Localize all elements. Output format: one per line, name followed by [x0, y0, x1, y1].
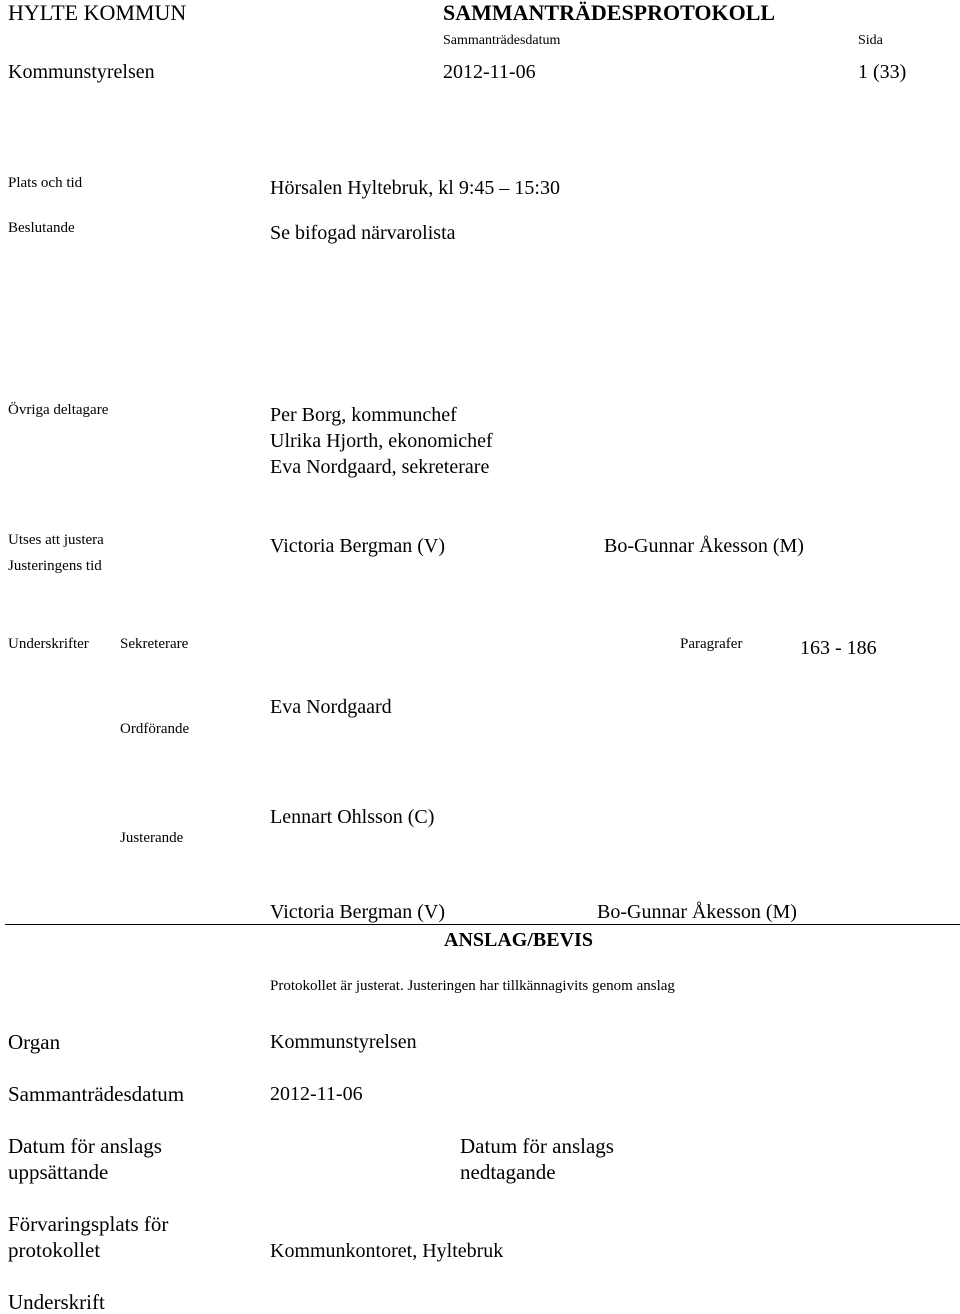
adjuster-signature-label: Justerande — [120, 830, 184, 846]
adjuster-name: Bo-Gunnar Åkesson (M) — [604, 535, 804, 557]
removal-date-label: nedtagande — [460, 1160, 556, 1184]
storage-label: Förvaringsplats för — [8, 1212, 169, 1236]
paragraphs-value: 163 - 186 — [800, 637, 877, 659]
notice-title: ANSLAG/BEVIS — [444, 929, 593, 951]
notice-date-label: Sammanträdesdatum — [8, 1082, 185, 1106]
other-participant: Per Borg, kommunchef — [270, 404, 457, 426]
adjuster-name: Victoria Bergman (V) — [270, 535, 446, 557]
secretary-name: Eva Nordgaard — [270, 696, 392, 718]
municipality-name: HYLTE KOMMUN — [8, 0, 187, 25]
header-date-label: Sammanträdesdatum — [443, 33, 561, 48]
other-participant: Eva Nordgaard, sekreterare — [270, 456, 490, 478]
posting-date-label: uppsättande — [8, 1160, 109, 1184]
paragraphs-label: Paragrafer — [680, 636, 743, 652]
signature-label: Underskrift — [8, 1290, 105, 1314]
section-divider — [5, 924, 960, 925]
secretary-label: Sekreterare — [120, 636, 189, 652]
chair-label: Ordförande — [120, 721, 190, 737]
adjust-time-label: Justeringens tid — [8, 558, 102, 574]
organ-label: Organ — [8, 1030, 61, 1054]
deciding-value: Se bifogad närvarolista — [270, 222, 456, 244]
signatures-label: Underskrifter — [8, 636, 89, 652]
posting-date-label: Datum för anslags — [8, 1134, 162, 1158]
header-body: Kommunstyrelsen — [8, 61, 155, 83]
notice-statement: Protokollet är justerat. Justeringen har tillkännagivits genom anslag — [270, 978, 675, 994]
other-participant: Ulrika Hjorth, ekonomichef — [270, 430, 493, 452]
adjuster-signature-name: Bo-Gunnar Åkesson (M) — [597, 901, 797, 923]
storage-label: protokollet — [8, 1238, 101, 1262]
document-type: SAMMANTRÄDESPROTOKOLL — [443, 0, 776, 25]
removal-date-label: Datum för anslags — [460, 1134, 614, 1158]
adjust-label: Utses att justera — [8, 532, 104, 548]
header-page-label: Sida — [858, 33, 883, 48]
header-date: 2012-11-06 — [443, 61, 536, 83]
place-label: Plats och tid — [8, 175, 83, 191]
adjuster-signature-name: Victoria Bergman (V) — [270, 901, 446, 923]
others-label: Övriga deltagare — [8, 402, 109, 418]
deciding-label: Beslutande — [8, 220, 75, 236]
notice-date-value: 2012-11-06 — [270, 1083, 363, 1105]
place-value: Hörsalen Hyltebruk, kl 9:45 – 15:30 — [270, 177, 560, 199]
storage-value: Kommunkontoret, Hyltebruk — [270, 1240, 504, 1262]
chair-name: Lennart Ohlsson (C) — [270, 806, 435, 828]
organ-value: Kommunstyrelsen — [270, 1031, 417, 1053]
header-page-number: 1 (33) — [858, 61, 907, 83]
